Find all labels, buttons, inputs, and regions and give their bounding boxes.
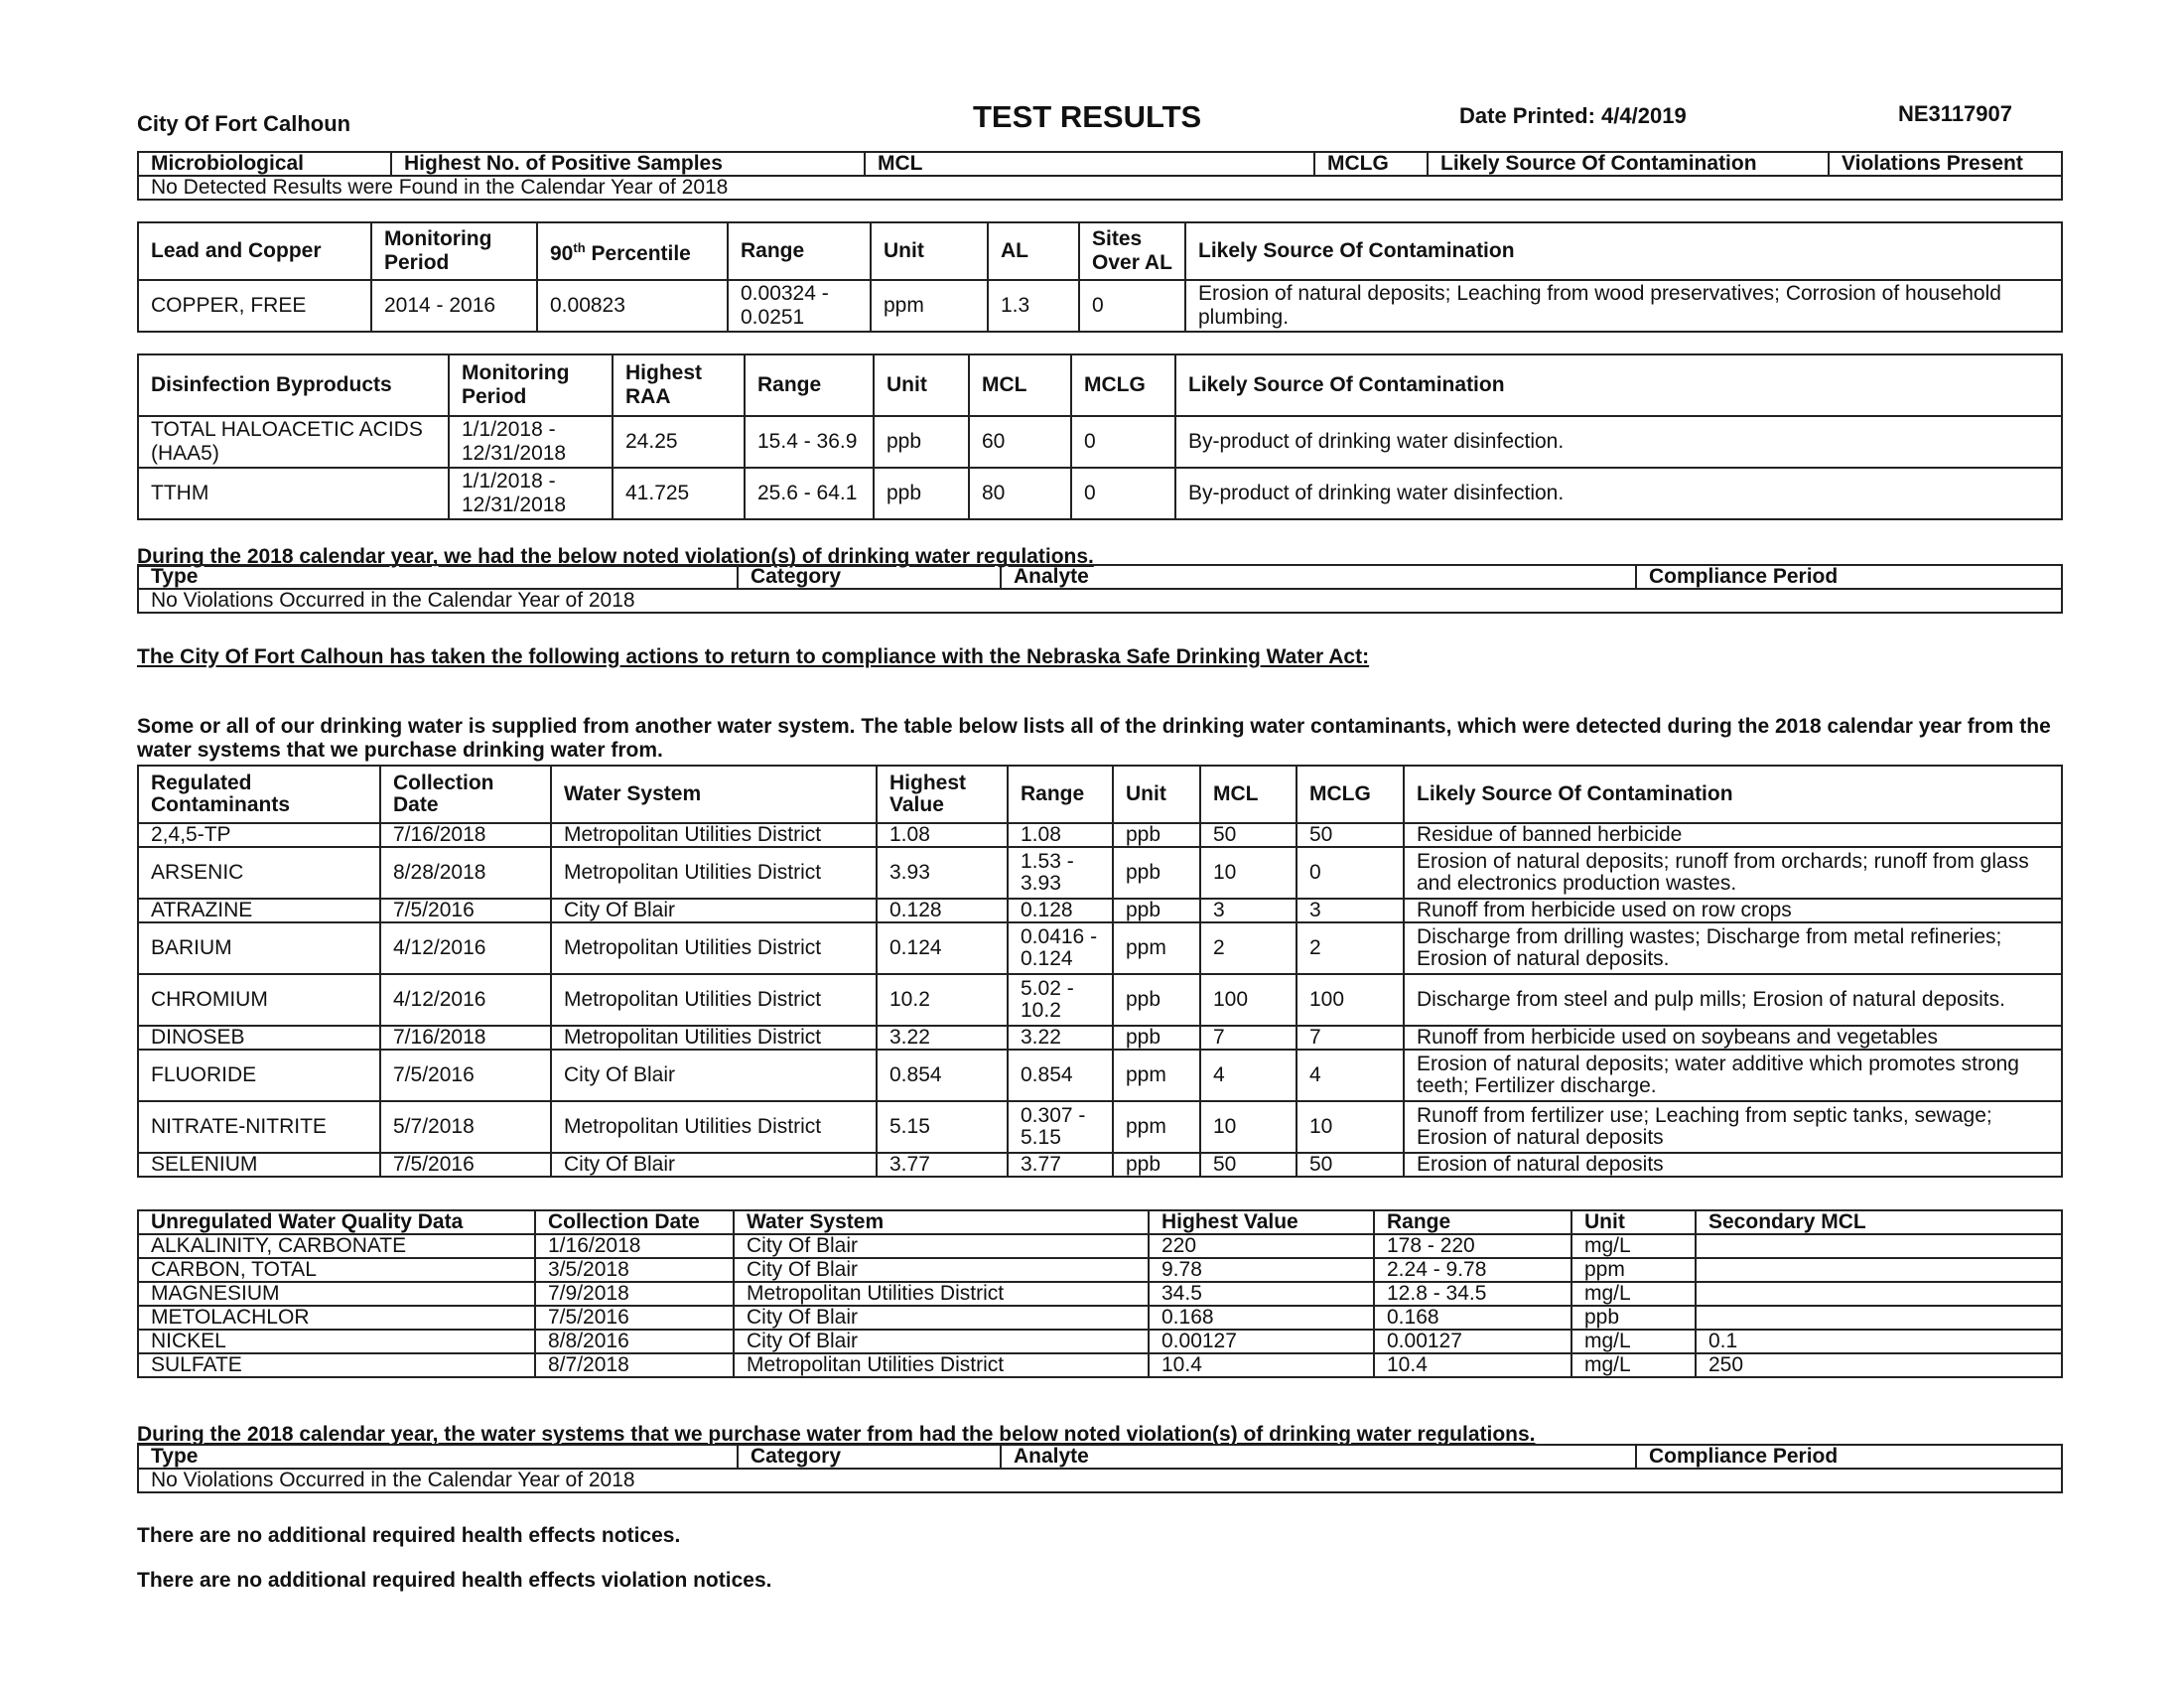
table-cell: ppm <box>1113 1050 1200 1101</box>
column-header: Monitoring Period <box>371 222 537 280</box>
compliance-actions-heading: The City Of Fort Calhoun has taken the following actions to return to compliance with the Nebraska Safe Drinking Water Act: <box>137 645 1370 668</box>
table-cell: CARBON, TOTAL <box>138 1258 535 1282</box>
table-cell: 100 <box>1200 974 1297 1026</box>
table-cell: Erosion of natural deposits; Leaching from wood preservatives; Corrosion of household plumbing. <box>1185 280 2062 332</box>
table-cell: Metropolitan Utilities District <box>551 847 877 899</box>
table-cell: 0 <box>1297 847 1404 899</box>
table-cell: Erosion of natural deposits; runoff from orchards; runoff from glass and electronics production wastes. <box>1404 847 2062 899</box>
disinfection-byproducts-table <box>137 353 2063 520</box>
column-header: Collection Date <box>380 766 551 823</box>
table-cell: COPPER, FREE <box>138 280 371 332</box>
table-cell: 1.53 - 3.93 <box>1008 847 1113 899</box>
table-header-row <box>138 152 2062 176</box>
table-row <box>138 1469 2062 1492</box>
column-header: Likely Source Of Contamination <box>1175 354 2062 416</box>
table-cell: Discharge from steel and pulp mills; Erosion of natural deposits. <box>1404 974 2062 1026</box>
table-cell: SULFATE <box>138 1353 535 1377</box>
table-cell: 5/7/2018 <box>380 1101 551 1153</box>
table-cell: ppb <box>1113 1153 1200 1177</box>
purchased-violations-table <box>137 1444 2063 1493</box>
table-cell: ARSENIC <box>138 847 380 899</box>
column-header: Collection Date <box>535 1210 734 1234</box>
table-cell: Metropolitan Utilities District <box>551 823 877 847</box>
table-cell: Metropolitan Utilities District <box>551 974 877 1026</box>
column-header: Microbiological <box>138 152 391 176</box>
table-cell: DINOSEB <box>138 1026 380 1050</box>
table-row <box>138 1153 2062 1177</box>
table-row <box>138 1026 2062 1050</box>
table-cell: 2,4,5-TP <box>138 823 380 847</box>
table-cell: 50 <box>1200 823 1297 847</box>
table-cell: ppb <box>1113 1026 1200 1050</box>
column-header: MCLG <box>1297 766 1404 823</box>
column-header: Type <box>138 1445 738 1469</box>
table-cell: 7/5/2016 <box>535 1306 734 1330</box>
column-header: Unregulated Water Quality Data <box>138 1210 535 1234</box>
table-cell: 5.02 - 10.2 <box>1008 974 1113 1026</box>
table-cell: Metropolitan Utilities District <box>551 1101 877 1153</box>
table-cell: 5.15 <box>877 1101 1008 1153</box>
column-header: Unit <box>874 354 969 416</box>
table-cell: 0.854 <box>877 1050 1008 1101</box>
table-cell: Metropolitan Utilities District <box>551 922 877 974</box>
column-header: Water System <box>551 766 877 823</box>
table-cell: 0 <box>1079 280 1185 332</box>
table-cell: ppm <box>1113 922 1200 974</box>
table-cell: 4/12/2016 <box>380 922 551 974</box>
column-header: MCLG <box>1314 152 1428 176</box>
table-cell: Runoff from herbicide used on soybeans and vegetables <box>1404 1026 2062 1050</box>
table-cell: 1/1/2018 - 12/31/2018 <box>449 468 613 519</box>
table-cell: 15.4 - 36.9 <box>745 416 874 468</box>
table-cell: 60 <box>969 416 1071 468</box>
column-header: Monitoring Period <box>449 354 613 416</box>
column-header: Likely Source Of Contamination <box>1185 222 2062 280</box>
table-row <box>138 823 2062 847</box>
table-cell: ppb <box>1113 823 1200 847</box>
table-cell: 12.8 - 34.5 <box>1374 1282 1571 1306</box>
percentile-label: Percentile <box>585 242 691 265</box>
purchased-water-intro: Some or all of our drinking water is supplied from another water system. The table below lists all of the drinking water contaminants, which were detected during the 2018 calendar year from the water systems that we purchase drinking water from. <box>137 715 2051 762</box>
table-cell <box>1696 1234 2062 1258</box>
column-header: Unit <box>1113 766 1200 823</box>
table-cell: 0.00127 <box>1374 1330 1571 1353</box>
column-header: Sites Over AL <box>1079 222 1185 280</box>
table-cell: 10 <box>1297 1101 1404 1153</box>
table-cell: TOTAL HALOACETIC ACIDS (HAA5) <box>138 416 449 468</box>
table-header-row <box>138 354 2062 416</box>
column-header: Compliance Period <box>1636 1445 2062 1469</box>
table-cell: City Of Blair <box>551 1153 877 1177</box>
table-cell: Metropolitan Utilities District <box>734 1282 1149 1306</box>
table-cell: 8/28/2018 <box>380 847 551 899</box>
table-cell: 3/5/2018 <box>535 1258 734 1282</box>
table-cell: 3.77 <box>877 1153 1008 1177</box>
table-cell: Erosion of natural deposits <box>1404 1153 2062 1177</box>
table-cell: 1/16/2018 <box>535 1234 734 1258</box>
column-header: Range <box>1008 766 1113 823</box>
table-cell: 10 <box>1200 847 1297 899</box>
table-cell: mg/L <box>1571 1330 1696 1353</box>
table-cell: 0.00823 <box>537 280 728 332</box>
table-row <box>138 922 2062 974</box>
table-cell: MAGNESIUM <box>138 1282 535 1306</box>
table-cell: City Of Blair <box>551 899 877 922</box>
regulated-contaminants-table <box>137 765 2063 1178</box>
table-cell: 0.00127 <box>1149 1330 1374 1353</box>
table-cell: 9.78 <box>1149 1258 1374 1282</box>
table-cell: Metropolitan Utilities District <box>734 1353 1149 1377</box>
table-row <box>138 847 2062 899</box>
table-cell: ATRAZINE <box>138 899 380 922</box>
table-cell: 3 <box>1297 899 1404 922</box>
table-cell: Runoff from fertilizer use; Leaching from septic tanks, sewage; Erosion of natural deposits <box>1404 1101 2062 1153</box>
table-cell: ALKALINITY, CARBONATE <box>138 1234 535 1258</box>
table-row <box>138 280 2062 332</box>
date-printed <box>1459 103 1687 129</box>
table-cell: 0.128 <box>877 899 1008 922</box>
table-cell <box>1696 1282 2062 1306</box>
pws-id: NE3117907 <box>1898 101 2012 126</box>
table-cell: By-product of drinking water disinfection. <box>1175 468 2062 519</box>
table-cell: 50 <box>1297 823 1404 847</box>
percentile-number: 90 <box>550 242 574 265</box>
table-cell: Discharge from drilling wastes; Discharge from metal refineries; Erosion of natural deposits. <box>1404 922 2062 974</box>
table-cell: BARIUM <box>138 922 380 974</box>
table-row <box>138 1306 2062 1330</box>
column-header: Disinfection Byproducts <box>138 354 449 416</box>
table-cell: 80 <box>969 468 1071 519</box>
table-row <box>138 899 2062 922</box>
no-results-note: No Detected Results were Found in the Calendar Year of 2018 <box>138 176 2062 200</box>
column-header: Likely Source Of Contamination <box>1404 766 2062 823</box>
column-header: Type <box>138 565 738 589</box>
table-cell: 250 <box>1696 1353 2062 1377</box>
table-cell: 0.1 <box>1696 1330 2062 1353</box>
table-row <box>138 1282 2062 1306</box>
table-cell: 1.08 <box>1008 823 1113 847</box>
table-cell: 10 <box>1200 1101 1297 1153</box>
column-header: Lead and Copper <box>138 222 371 280</box>
column-header: Analyte <box>1001 565 1636 589</box>
table-cell: TTHM <box>138 468 449 519</box>
table-header-row <box>138 766 2062 823</box>
table-cell <box>1696 1306 2062 1330</box>
table-cell: 0.0416 - 0.124 <box>1008 922 1113 974</box>
table-cell: 8/7/2018 <box>535 1353 734 1377</box>
table-cell: 7/16/2018 <box>380 823 551 847</box>
table-cell: 0.00324 - 0.0251 <box>728 280 871 332</box>
lead-copper-table <box>137 221 2063 333</box>
column-header: Highest Value <box>877 766 1008 823</box>
column-header: Highest Value <box>1149 1210 1374 1234</box>
table-cell: 0.124 <box>877 922 1008 974</box>
table-cell: 7/5/2016 <box>380 1050 551 1101</box>
table-cell: 7/9/2018 <box>535 1282 734 1306</box>
table-row <box>138 589 2062 613</box>
column-header: Compliance Period <box>1636 565 2062 589</box>
table-row <box>138 416 2062 468</box>
column-header <box>537 222 728 280</box>
table-cell: 50 <box>1297 1153 1404 1177</box>
table-cell: City Of Blair <box>734 1306 1149 1330</box>
table-cell: 10.2 <box>877 974 1008 1026</box>
column-header: AL <box>988 222 1079 280</box>
violations-intro: During the 2018 calendar year, we had the below noted violation(s) of drinking water regulations. <box>137 545 1094 568</box>
table-cell: 0.854 <box>1008 1050 1113 1101</box>
table-row <box>138 1353 2062 1377</box>
table-cell: ppm <box>1113 1101 1200 1153</box>
table-cell: 3.22 <box>1008 1026 1113 1050</box>
table-cell: SELENIUM <box>138 1153 380 1177</box>
table-cell: ppm <box>1571 1258 1696 1282</box>
page-title: TEST RESULTS <box>973 99 1202 134</box>
table-cell: 1/1/2018 - 12/31/2018 <box>449 416 613 468</box>
column-header: MCL <box>969 354 1071 416</box>
table-header-row <box>138 565 2062 589</box>
table-row <box>138 1234 2062 1258</box>
table-cell: mg/L <box>1571 1353 1696 1377</box>
unregulated-table <box>137 1209 2063 1378</box>
table-cell: 0.307 - 5.15 <box>1008 1101 1113 1153</box>
table-cell: 0 <box>1071 468 1175 519</box>
column-header: MCLG <box>1071 354 1175 416</box>
column-header: Secondary MCL <box>1696 1210 2062 1234</box>
health-violation-notice: There are no additional required health effects violation notices. <box>137 1569 772 1592</box>
violations-table <box>137 564 2063 614</box>
table-cell: 100 <box>1297 974 1404 1026</box>
column-header: Water System <box>734 1210 1149 1234</box>
table-cell: NITRATE-NITRITE <box>138 1101 380 1153</box>
table-row <box>138 468 2062 519</box>
table-cell: 0.168 <box>1149 1306 1374 1330</box>
table-row <box>138 176 2062 200</box>
column-header: Likely Source Of Contamination <box>1428 152 1829 176</box>
column-header: Unit <box>871 222 988 280</box>
table-cell: 7 <box>1297 1026 1404 1050</box>
column-header: Analyte <box>1001 1445 1636 1469</box>
table-cell: ppb <box>1571 1306 1696 1330</box>
table-cell: 2.24 - 9.78 <box>1374 1258 1571 1282</box>
table-cell: 8/8/2016 <box>535 1330 734 1353</box>
purchased-violations-intro: During the 2018 calendar year, the water systems that we purchase water from had the below noted violation(s) of drinking water regulations. <box>137 1423 1536 1446</box>
table-cell: Erosion of natural deposits; water additive which promotes strong teeth; Fertilizer discharge. <box>1404 1050 2062 1101</box>
table-cell: Residue of banned herbicide <box>1404 823 2062 847</box>
table-cell: 1.3 <box>988 280 1079 332</box>
system-name: City Of Fort Calhoun <box>137 111 351 136</box>
health-effects-notice: There are no additional required health effects notices. <box>137 1524 681 1547</box>
table-cell: City Of Blair <box>551 1050 877 1101</box>
table-cell: 2 <box>1200 922 1297 974</box>
table-cell: ppb <box>1113 847 1200 899</box>
table-row <box>138 974 2062 1026</box>
table-cell: 7/5/2016 <box>380 899 551 922</box>
column-header: Violations Present <box>1829 152 2062 176</box>
table-cell: 34.5 <box>1149 1282 1374 1306</box>
table-row <box>138 1330 2062 1353</box>
table-cell: City Of Blair <box>734 1234 1149 1258</box>
table-cell: 7/16/2018 <box>380 1026 551 1050</box>
microbiological-table <box>137 151 2063 201</box>
table-cell: 4/12/2016 <box>380 974 551 1026</box>
table-cell <box>1696 1258 2062 1282</box>
table-cell: Runoff from herbicide used on row crops <box>1404 899 2062 922</box>
column-header: Unit <box>1571 1210 1696 1234</box>
percentile-suffix: th <box>573 240 586 255</box>
column-header: Range <box>1374 1210 1571 1234</box>
table-cell: 7 <box>1200 1026 1297 1050</box>
table-row <box>138 1050 2062 1101</box>
table-cell: 50 <box>1200 1153 1297 1177</box>
table-cell: 2 <box>1297 922 1404 974</box>
table-cell: 220 <box>1149 1234 1374 1258</box>
table-cell: 10.4 <box>1374 1353 1571 1377</box>
table-cell: mg/L <box>1571 1234 1696 1258</box>
no-violations-note: No Violations Occurred in the Calendar Year of 2018 <box>138 1469 2062 1492</box>
table-header-row <box>138 222 2062 280</box>
column-header: MCL <box>1200 766 1297 823</box>
column-header: Highest No. of Positive Samples <box>391 152 865 176</box>
table-cell: 3.77 <box>1008 1153 1113 1177</box>
column-header: Regulated Contaminants <box>138 766 380 823</box>
table-cell: ppb <box>874 416 969 468</box>
table-cell: 3.93 <box>877 847 1008 899</box>
table-cell: 25.6 - 64.1 <box>745 468 874 519</box>
table-row <box>138 1101 2062 1153</box>
column-header: Category <box>738 1445 1001 1469</box>
column-header: MCL <box>865 152 1314 176</box>
table-header-row <box>138 1445 2062 1469</box>
table-cell: 3.22 <box>877 1026 1008 1050</box>
table-cell: 178 - 220 <box>1374 1234 1571 1258</box>
table-cell: ppb <box>874 468 969 519</box>
column-header: Highest RAA <box>613 354 745 416</box>
table-cell: 2014 - 2016 <box>371 280 537 332</box>
date-printed-label: Date Printed: <box>1459 103 1595 128</box>
table-cell: 4 <box>1297 1050 1404 1101</box>
table-cell: Metropolitan Utilities District <box>551 1026 877 1050</box>
table-row <box>138 1258 2062 1282</box>
table-cell: 41.725 <box>613 468 745 519</box>
table-cell: 0 <box>1071 416 1175 468</box>
table-cell: 4 <box>1200 1050 1297 1101</box>
table-cell: 24.25 <box>613 416 745 468</box>
table-cell: 1.08 <box>877 823 1008 847</box>
table-cell: 0.128 <box>1008 899 1113 922</box>
column-header: Range <box>745 354 874 416</box>
table-cell: ppb <box>1113 974 1200 1026</box>
table-cell: CHROMIUM <box>138 974 380 1026</box>
table-header-row <box>138 1210 2062 1234</box>
table-cell: FLUORIDE <box>138 1050 380 1101</box>
date-printed-value: 4/4/2019 <box>1601 103 1687 128</box>
table-cell: 7/5/2016 <box>380 1153 551 1177</box>
column-header: Category <box>738 565 1001 589</box>
table-cell: City Of Blair <box>734 1258 1149 1282</box>
no-violations-note: No Violations Occurred in the Calendar Year of 2018 <box>138 589 2062 613</box>
table-cell: ppm <box>871 280 988 332</box>
table-cell: 10.4 <box>1149 1353 1374 1377</box>
table-cell: mg/L <box>1571 1282 1696 1306</box>
column-header: Range <box>728 222 871 280</box>
table-cell: ppb <box>1113 899 1200 922</box>
table-cell: 3 <box>1200 899 1297 922</box>
table-cell: By-product of drinking water disinfection. <box>1175 416 2062 468</box>
table-cell: NICKEL <box>138 1330 535 1353</box>
table-cell: 0.168 <box>1374 1306 1571 1330</box>
table-cell: City Of Blair <box>734 1330 1149 1353</box>
table-cell: METOLACHLOR <box>138 1306 535 1330</box>
